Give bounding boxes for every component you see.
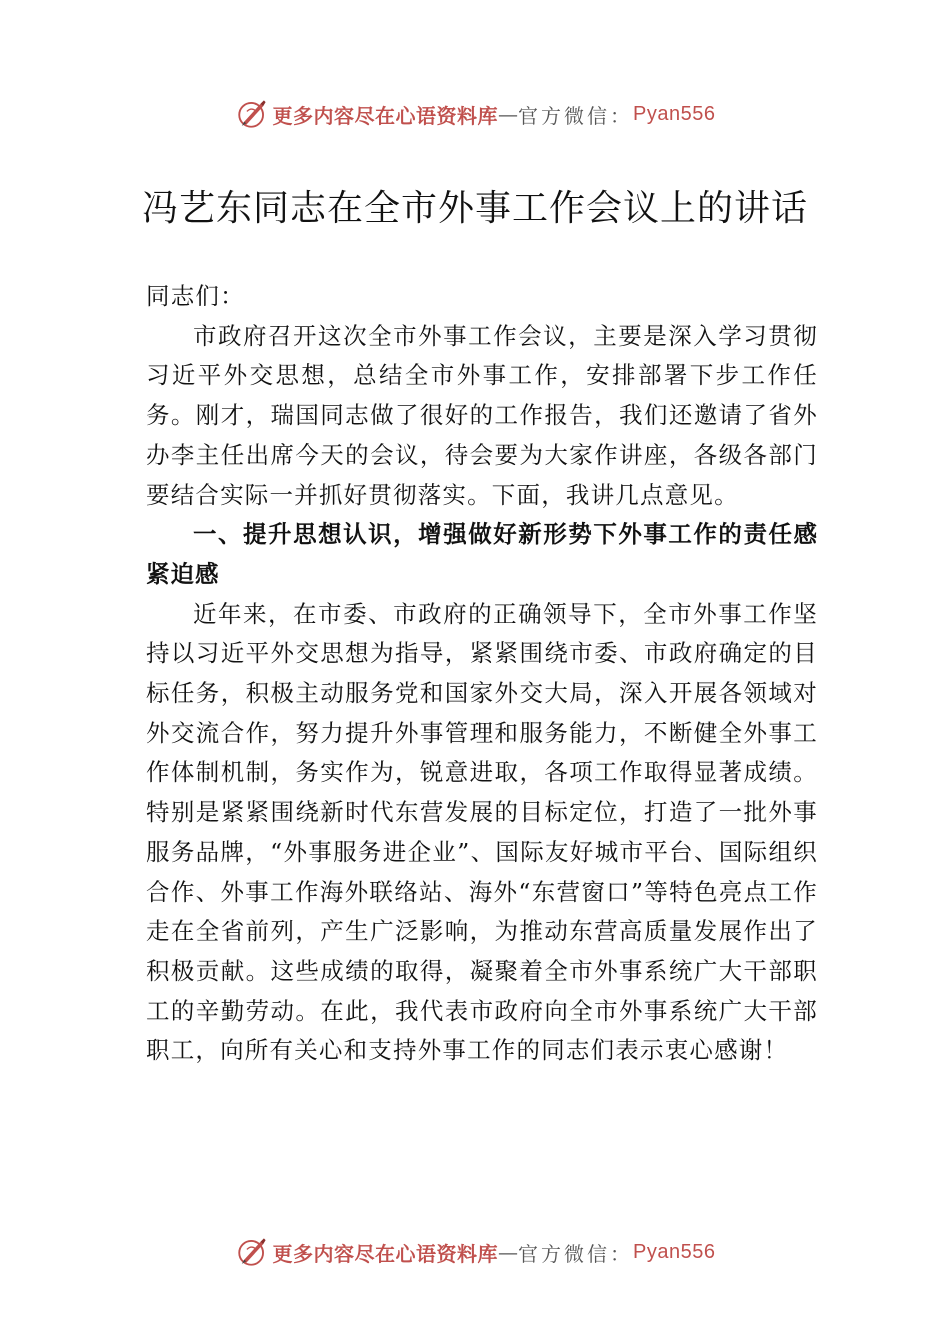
- salutation: 同志们：: [146, 282, 245, 310]
- section-1-paragraph: 近年来，在市委、市政府的正确领导下，全市外事工作坚持以习近平外交思想为指导，紧紧围绕市委、市政府确定的目标任务，积极主动服务党和国家外交大局，深入开展各领域对外交流合作，努力提升外事管理和服务能力，不断健全外事工作体制机制，务实作为，锐意进取，各项工作取得显著成绩。特别是紧紧围绕新时代东营发展的目标定位，打造了一批外事服务品牌，“外事服务进企业”、国际友好城市平台、国际组织合作、外事工作海外联络站、海外“东营窗口”等特色亮点工作走在全省前列，产生广泛影响，为推动东营高质量发展作出了积极贡献。这些成绩的取得，凝聚着全市外事系统广大干部职工的辛勤劳动。在此，我代表市政府向全市外事系统广大干部职工，向所有关心和支持外事工作的同志们表示衷心感谢！: [146, 599, 818, 1065]
- wechat-label: 官方微信：: [518, 1241, 634, 1266]
- pen-logo-icon: [235, 97, 269, 131]
- wechat-label: 官方微信：: [518, 103, 634, 128]
- document-title: 冯艺东同志在全市外事工作会议上的讲话: [141, 188, 808, 229]
- footer-watermark-banner: [0, 1232, 950, 1272]
- intro-paragraph: 市政府召开这次全市外事工作会议，主要是深入学习贯彻习近平外交思想，总结全市外事工作，安排部署下步工作任务。刚才，瑞国同志做了很好的工作报告，我们还邀请了省外办李主任出席今天的会议，待会要为大家作讲座，各级各部门要结合实际一并抓好贯彻落实。下面，我讲几点意见。: [146, 321, 818, 509]
- document-body: [146, 277, 818, 1071]
- library-text: 更多内容尽在心语资料库: [272, 1241, 499, 1266]
- section-1-heading: 一、提升思想认识，增强做好新形势下外事工作的责任感紧迫感: [146, 520, 818, 588]
- banner-dash: —: [498, 1240, 519, 1264]
- wechat-id: Pyan556: [633, 102, 716, 125]
- library-text: 更多内容尽在心语资料库: [272, 103, 499, 128]
- pen-logo-icon: [235, 1235, 269, 1269]
- banner-dash: —: [498, 102, 519, 126]
- header-watermark-banner: [0, 94, 950, 134]
- wechat-id: Pyan556: [633, 1240, 716, 1263]
